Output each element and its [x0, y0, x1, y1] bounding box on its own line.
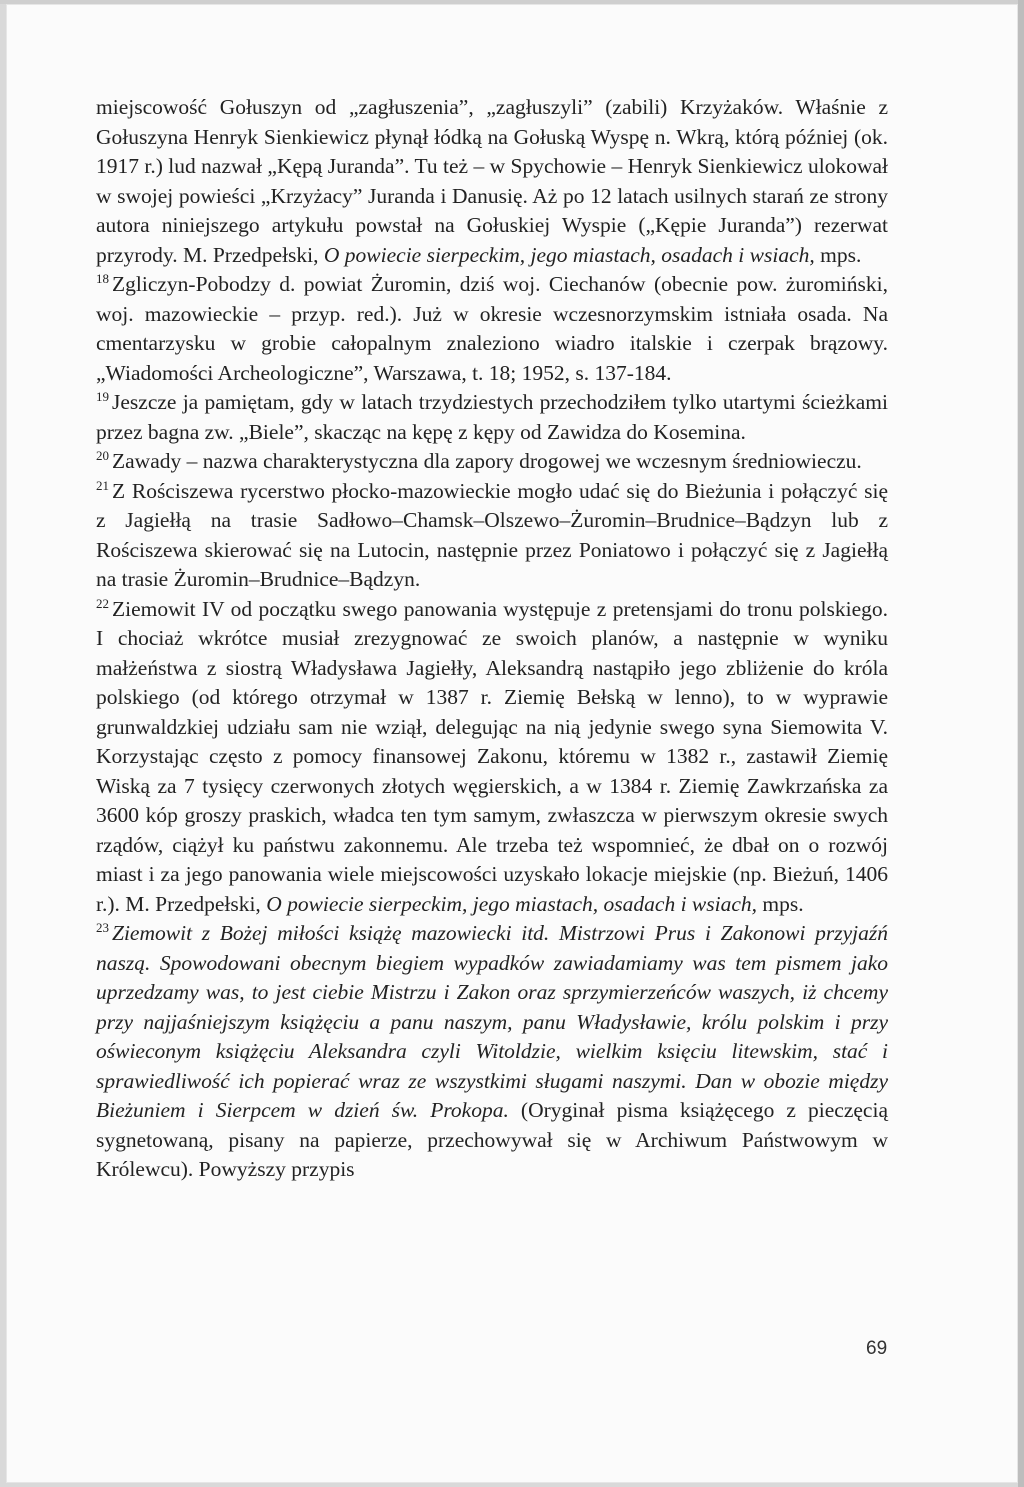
text-segment: Ziemowit IV od początku swego panowania występuje z pretensjami do tronu polskiego. I chociaż wkrótce musiał zrezygnować ze swoich planów, a następnie w wyniku małżeństwa z siostrą Władysława Jagiełły, Aleksandrą nastąpiło jego zbliżenie do króla polskiego (od którego otrzymał w 1387 r. Ziemię Bełską w lenno), to w wyprawie grunwaldzkiej udziału sam nie wziął, delegując na nią jedynie swego syna Siemowita V. Korzystając często z pomocy finansowej Zakonu, któremu w 1382 r., zastawił Ziemię Wiską za 7 tysięcy czerwonych złotych węgierskich, a w 1384 r. Ziemię Zawkrzańska za 3600 kóp groszy praskich, władca ten tym samym, zwłaszcza w pierwszym okresie swych rządów, ciążył ku państwu zakonnemu. Ale trzeba też wspomnieć, że dbał on o rozwój miast i za jego panowania wiele miejscowości uzyskało lokacje miejskie (np. Bieżuń, 1406 r.). M. Przedpełski, — [96, 596, 888, 916]
footnote-18 — [96, 270, 888, 388]
footnote-21 — [96, 477, 888, 595]
footnote-20 — [96, 447, 888, 477]
footnote-23 — [96, 919, 888, 1185]
footnote-number: 23 — [96, 920, 109, 935]
footnote-22 — [96, 595, 888, 920]
italic-text-segment: O powiecie sierpeckim, jego miastach, osadach i wsiach, — [323, 242, 815, 267]
footnote-19 — [96, 388, 888, 447]
footnote-number: 22 — [96, 595, 109, 611]
footnote-number: 18 — [96, 271, 109, 286]
text-segment: Zawady – nazwa charakterystyczna dla zapory drogowej we wczesnym średniowieczu. — [112, 449, 862, 473]
footnote-continuation — [96, 93, 888, 270]
text-segment: miejscowość Gołuszyn od „zagłuszenia”, „zagłuszyli” (zabili) Krzyżaków. Właśnie z Gołuszyna Henryk Sienkiewicz płynął łódką na Gołuską Wyspę n. Wkrą, którą później (ok. 1917 r.) lud nazwał „Kępą Juranda”. Tu też – w Spychowie – Henryk Sienkiewicz ulokował w swojej powieści „Krzyżacy” Juranda i Danusię. Aż po 12 latach usilnych starań ze strony autora niniejszego artykułu powstał na Gołuskiej Wyspie („Kępie Juranda”) rezerwat przyrody. M. Przedpełski, — [96, 95, 888, 267]
scan-right-edge — [1018, 0, 1024, 1487]
footnote-number: 21 — [96, 477, 109, 493]
footnotes-text-block — [96, 93, 888, 1185]
footnote-number: 20 — [96, 448, 109, 463]
text-segment: Z Rościszewa rycerstwo płocko-mazowieckie mogło udać się do Bieżunia i połączyć się z Jagiełłą na trasie Sadłowo–Chamsk–Olszewo–Żuromin–Brudnice–Bądzyn lub z Rościszewa skierować się na Lutocin, następnie przez Poniatowo i połączyć się z Jagiełłą na trasie Żuromin–Brudnice–Bądzyn. — [96, 478, 888, 591]
text-segment: mps. — [814, 242, 862, 267]
text-segment: Zgliczyn-Pobodzy d. powiat Żuromin, dziś woj. Ciechanów (obecnie pow. żuromiński, woj. mazowieckie – przyp. red.). Już w okresie wczesnorzymskim istniała osada. Na cmentarzysku w grobie całopalnym znaleziono wiadro italskie i czerpak brązowy. „Wiadomości Archeologiczne”, Warszawa, t. 18; 1952, s. 137-184. — [96, 272, 888, 385]
text-segment: Jeszcze ja pamiętam, gdy w latach trzydziestych przechodziłem tylko utartymi ścieżkami przez bagna zw. „Biele”, skacząc na kępę z kępy od Zawidza do Kosemina. — [96, 390, 888, 444]
italic-text-segment: Ziemowit z Bożej miłości książę mazowiecki itd. Mistrzowi Prus i Zakonowi przyjaźń naszą. Spowodowani obecnym biegiem wypadków zawiadamiamy was tem pismem jako uprzedzamy was, to jest ciebie Mistrzu i Zakon oraz sprzymierzeńców waszych, iż chcemy przy najjaśniejszym książęciu a panu naszym, panu Władysławie, królu polskim i przy oświeconym książęciu Aleksandra czyli Witoldzie, wielkim księciu litewskim, stać i sprawiedliwość ich popierać wraz ze wszystkimi sługami naszymi. Dan w obozie między Bieżuniem i Sierpcem w dzień św. Prokopa. — [96, 921, 888, 1122]
footnote-number: 19 — [96, 389, 109, 404]
page-number: 69 — [866, 1338, 888, 1359]
text-segment: mps. — [757, 891, 804, 916]
text-segment: (Oryginał pisma książęcego z pieczęcią sygnetowaną, pisany na papierze, przechowywał się w Archiwum Państwowym w Królewcu). Powyższy przypis — [96, 1098, 888, 1181]
italic-text-segment: O powiecie sierpeckim, jego miastach, osadach i wsiach, — [266, 891, 758, 916]
